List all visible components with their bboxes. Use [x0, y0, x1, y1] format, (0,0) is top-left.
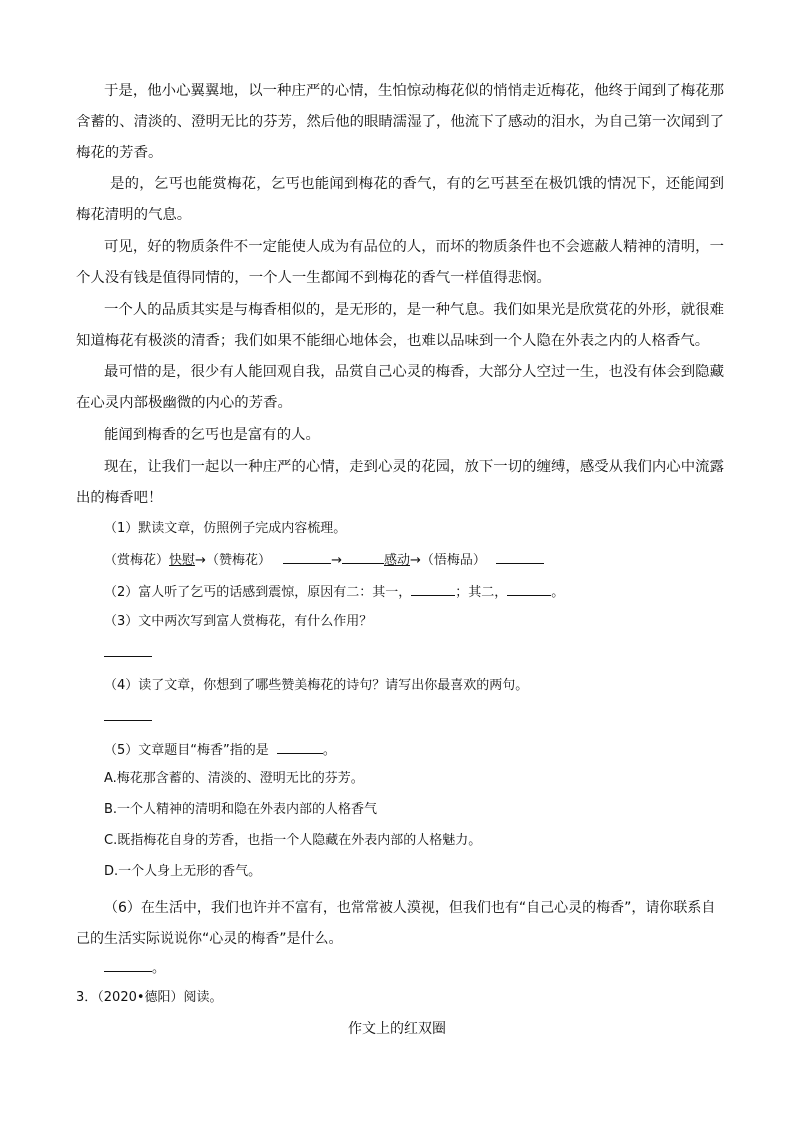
answer-blank[interactable]	[277, 739, 323, 754]
option-c[interactable]: C.既指梅花自身的芳香，也指一个人隐藏在外表内部的人格魅力。	[104, 833, 482, 848]
question-2	[104, 581, 752, 603]
passage-paragraph: 于是，他小心翼翼地，以一种庄严的心情，生怕惊动梅花似的悄悄走近梅花，他终于闻到了梅花那含蓄的、清淡的、澄明无比的芬芳，然后他的眼睛濡湿了，他流下了感动的泪水，为自己第一次闻到了梅花的芳香。	[76, 83, 724, 162]
question-3: （3）文中两次写到富人赏梅花，有什么作用？	[104, 614, 373, 629]
answer-blank[interactable]	[104, 957, 152, 972]
flow-arrow: →	[195, 553, 206, 568]
question-1: （1）默读文章，仿照例子完成内容梳理。	[104, 521, 347, 536]
passage-paragraph: 是的，乞丐也能赏梅花，乞丐也能闻到梅花的香气，有的乞丐甚至在极饥饿的情况下，还能闻到梅花清明的气息。	[76, 176, 724, 224]
question-5-stem: （5）文章题目“梅香”指的是	[104, 743, 269, 758]
question-5-end: 。	[322, 743, 336, 758]
option-a[interactable]: A.梅花那含蓄的、清淡的、澄明无比的芬芳。	[104, 771, 364, 786]
flow-label-2: （赞梅花）	[205, 553, 271, 568]
question-2-text: 。	[551, 585, 565, 600]
next-passage-title: 作文上的红双圈	[348, 1021, 446, 1037]
question-2-text: ；其二，	[455, 585, 508, 600]
option-b[interactable]: B.一个人精神的清明和隐在外表内部的人格香气	[104, 802, 378, 817]
passage-paragraph: 能闻到梅香的乞丐也是富有的人。	[104, 427, 320, 443]
option-d[interactable]: D.一个人身上无形的香气。	[104, 864, 262, 879]
passage-paragraph: 最可惜的是，很少有人能回观自我，品赏自己心灵的梅香，大部分人空过一生，也没有体会到隐藏在心灵内部极幽微的内心的芳香。	[76, 364, 724, 412]
question-6-end: 。	[152, 961, 166, 976]
flow-example-word: 感动	[384, 553, 411, 568]
passage-paragraph: 现在，让我们一起以一种庄严的心情，走到心灵的花园，放下一切的缠缚，感受从我们内心中流露出的梅香吧！	[76, 459, 724, 507]
question-5	[104, 739, 752, 761]
question-2-text: （2）富人听了乞丐的话感到震惊，原因有二：其一，	[104, 585, 412, 600]
answer-blank[interactable]	[283, 549, 331, 564]
flow-label-1: （赏梅花）	[104, 553, 170, 568]
answer-blank[interactable]	[496, 549, 544, 564]
answer-line[interactable]	[104, 656, 152, 657]
flow-arrow: →	[410, 553, 421, 568]
answer-blank[interactable]	[342, 549, 384, 564]
flow-label-3: （悟梅品）	[420, 553, 486, 568]
question-6: （6）在生活中，我们也许并不富有，也常常被人漠视，但我们也有“自己心灵的梅香”，请你联系自己的生活实际说说你“心灵的梅香”是什么。	[76, 900, 716, 947]
passage-paragraph: 一个人的品质其实是与梅香相似的，是无形的，是一种气息。我们如果光是欣赏花的外形，就很难知道梅花有极淡的清香；我们如果不能细心地体会，也难以品味到一个人隐在外表之内的人格香气。	[76, 302, 724, 350]
question-4: （4）读了文章，你想到了哪些赞美梅花的诗句？请写出你最喜欢的两句。	[104, 678, 529, 693]
answer-blank[interactable]	[507, 581, 551, 596]
question-1-flow	[104, 549, 752, 571]
answer-line[interactable]	[104, 720, 152, 721]
flow-example-word: 快慰	[169, 553, 196, 568]
question-6-answer	[104, 957, 752, 979]
flow-arrow: →	[331, 553, 342, 568]
passage-paragraph: 可见，好的物质条件不一定能使人成为有品位的人，而坏的物质条件也不会遮蔽人精神的清明，一个人没有钱是值得同情的，一个人一生都闻不到梅花的香气一样值得悲悯。	[76, 239, 724, 287]
answer-blank[interactable]	[411, 581, 455, 596]
next-question: 3．（2020•德阳）阅读。	[76, 990, 223, 1005]
